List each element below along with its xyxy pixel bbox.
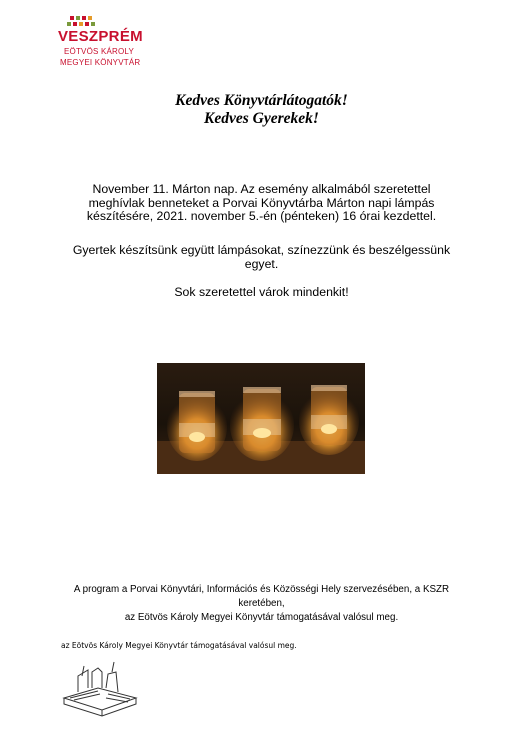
book-sketch-icon: [58, 658, 144, 722]
candle-jars-illustration: [157, 363, 365, 474]
support-note: az Eötvös Károly Megyei Könyvtár támogatásával valósul meg.: [61, 641, 297, 650]
greeting-line1: Kedves Könyvtárlátogatók!: [175, 92, 348, 109]
logo-line1: EÖTVÖS KÁROLY: [64, 47, 135, 56]
footer-line2: keretében,: [238, 598, 285, 609]
candle-jars-photo: [157, 363, 365, 474]
activity-paragraph: Gyertek készítsünk együtt lámpásokat, színezzünk és beszélgessünk egyet.: [72, 243, 451, 271]
logo-squares-icon: [66, 16, 106, 28]
logo-title: VESZPRÉM: [58, 28, 143, 45]
invitation-paragraph: November 11. Márton nap. Az esemény alkalmából szeretettel meghívlak benneteket a Porvai Könyvtárba Márton napi lámpás készítésére, 2021. november 5.-én (pénteken) 16 órai kezdettel.: [86, 182, 437, 223]
footer-line3: az Eötvös Károly Megyei Könyvtár támogatásával valósul meg.: [124, 612, 399, 623]
closing-paragraph: Sok szeretettel várok mindenkit!: [174, 285, 349, 299]
greeting-line2: Kedves Gyerekek!: [204, 110, 319, 127]
library-logo: [58, 16, 168, 72]
footer-line1: A program a Porvai Könyvtári, Információs és Közösségi Hely szervezésében, a KSZR: [73, 584, 450, 595]
logo-line2: MEGYEI KÖNYVTÁR: [60, 58, 141, 67]
